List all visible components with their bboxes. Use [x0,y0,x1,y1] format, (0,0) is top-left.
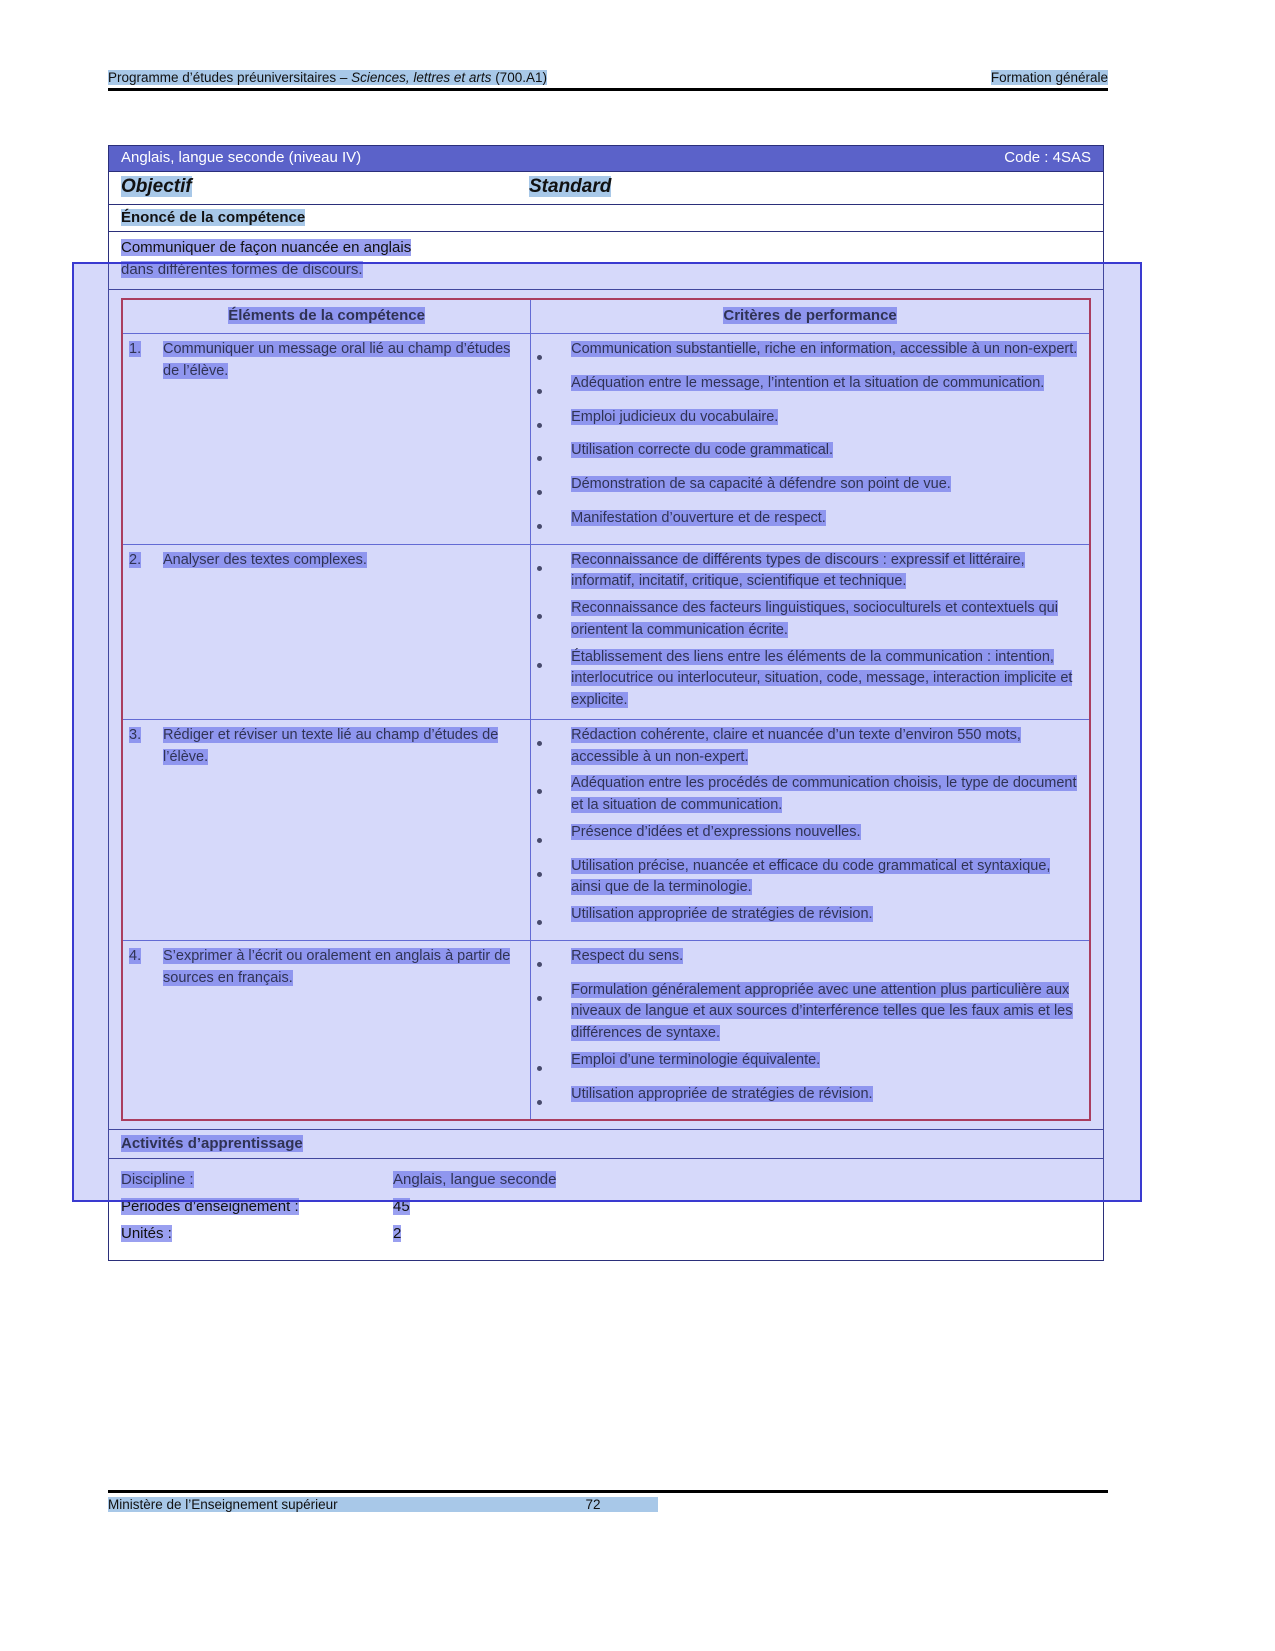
list-item [537,1084,1083,1113]
bullet-icon [537,856,571,900]
bullet-icon [537,822,571,851]
activity-periods-row [121,1194,1091,1221]
list-item [537,373,1083,402]
bullet-icon [537,946,571,975]
element-number: 4. [129,947,142,964]
bullet-icon [537,550,571,594]
list-item [537,474,1083,503]
objective-label: Objectif [121,176,192,197]
criterion-text: Utilisation appropriée de stratégies de révision. [571,906,873,922]
criterion-text: Utilisation précise, nuancée et efficace du code grammatical et syntaxique, ainsi que de la terminologie. [571,857,1051,896]
bullet-icon [537,980,571,1045]
footer-page-number: 72 [528,1497,658,1512]
course-code: Code : 4SAS [1004,149,1091,166]
enonce-label: Énoncé de la compétence [121,209,306,226]
criterion-text: Reconnaissance des facteurs linguistiques, socioculturels et contextuels qui orientent la communication écrite. [571,600,1058,638]
criterion-text: Adéquation entre les procédés de communication choisis, le type de document et la situation de communication. [571,775,1077,813]
enonce-line-2: dans différentes formes de discours. [121,260,363,278]
competency-table-header-row [122,299,1090,334]
bullet-icon [537,1084,571,1113]
criteria-cell [531,544,1090,719]
criterion-text: Adéquation entre le message, l’intention et la situation de communication. [571,374,1045,391]
list-item [537,904,1083,933]
bullet-icon [537,598,571,642]
criterion-text: Emploi d’une terminologie équivalente. [571,1051,821,1068]
bullet-icon [537,647,571,712]
element-cell [122,940,531,1120]
activity-units-key: Unités : [121,1225,172,1243]
criterion-text: Utilisation appropriée de stratégies de révision. [571,1085,873,1102]
enonce-label-row [109,205,1103,232]
bullet-icon [537,440,571,469]
criterion-text: Emploi judicieux du vocabulaire. [571,408,779,425]
element-text: Communiquer un message oral lié au champ d’études de l’élève. [163,341,511,379]
element-text: S’exprimer à l’écrit ou oralement en anglais à partir de sources en français. [163,947,511,986]
criterion-text: Manifestation d’ouverture et de respect. [571,509,826,526]
criterion-text: Présence d’idées et d’expressions nouvelles. [571,823,861,840]
activities-label: Activités d’apprentissage [121,1135,303,1153]
bullet-icon [537,474,571,503]
list-item [537,773,1083,817]
objective-standard-header [108,172,1104,204]
criteria-cell [531,940,1090,1120]
page-footer [108,1490,1108,1512]
list-item [537,339,1083,368]
activity-periods-value: 45 [393,1198,410,1216]
criterion-text: Utilisation correcte du code grammatical. [571,442,834,459]
element-number: 2. [129,551,142,568]
footer-ministry: Ministère de l’Enseignement supérieur [108,1497,528,1512]
enonce-line-1: Communiquer de façon nuancée en anglais [121,239,412,256]
bullet-icon [537,508,571,537]
list-item [537,440,1083,469]
criterion-text: Établissement des liens entre les éléments de la communication : intention, interlocutrice ou interlocuteur, situation, code, message, interaction implicite et explicite. [571,648,1073,708]
list-item [537,550,1083,594]
activity-discipline-row [121,1167,1091,1194]
element-cell [122,334,531,545]
list-item [537,725,1083,769]
element-text: Rédiger et réviser un texte lié au champ d’études de l’élève. [163,726,499,765]
element-number: 3. [129,726,142,743]
table-row [122,544,1090,719]
standard-label: Standard [529,176,612,197]
enonce-box [108,204,1104,290]
table-row [122,334,1090,545]
list-item [537,598,1083,642]
table-row [122,940,1090,1120]
page-header-program-italic: Sciences, lettres et arts [351,70,492,85]
page-header [108,70,1108,91]
element-text: Analyser des textes complexes. [163,551,367,568]
list-item [537,647,1083,712]
bullet-icon [537,904,571,933]
list-item [537,508,1083,537]
element-cell [122,719,531,940]
activities-body [108,1159,1104,1261]
list-item [537,946,1083,975]
criterion-text: Respect du sens. [571,947,684,964]
bullet-icon [537,1050,571,1079]
page-header-left [108,70,547,85]
competency-sheet [108,145,1104,1261]
enonce-text [109,232,1103,289]
competency-table-wrapper [108,290,1104,1131]
bullet-icon [537,339,571,368]
activity-discipline-key: Discipline : [121,1171,194,1189]
list-item [537,980,1083,1045]
criterion-text: Rédaction cohérente, claire et nuancée d’un texte d’environ 550 mots, accessible à un non-expert. [571,726,1021,765]
competency-table-body [122,334,1090,1121]
course-title: Anglais, langue seconde (niveau IV) [121,149,362,166]
element-number: 1. [129,341,142,357]
column-header-criteria: Critères de performance [531,299,1090,334]
criteria-cell [531,719,1090,940]
element-cell [122,544,531,719]
criterion-text: Communication substantielle, riche en information, accessible à un non-expert. [571,341,1078,357]
bullet-icon [537,373,571,402]
column-header-elements: Éléments de la compétence [122,299,531,334]
criterion-text: Démonstration de sa capacité à défendre son point de vue. [571,476,951,492]
activities-label-row [108,1130,1104,1159]
competency-table [121,298,1091,1122]
bullet-icon [537,407,571,436]
page-header-program-code: (700.A1) [491,70,547,85]
page-header-right: Formation générale [990,70,1108,85]
activity-periods-key: Périodes d’enseignement : [121,1198,299,1216]
list-item [537,856,1083,900]
activity-units-value: 2 [393,1225,402,1243]
activity-discipline-value: Anglais, langue seconde [393,1171,557,1189]
list-item [537,1050,1083,1079]
page-header-program: Programme d’études préuniversitaires – [108,70,352,85]
table-row [122,719,1090,940]
bullet-icon [537,725,571,769]
criterion-text: Reconnaissance de différents types de discours : expressif et littéraire, informatif, incitatif, critique, scientifique et technique. [571,551,1025,590]
list-item [537,822,1083,851]
list-item [537,407,1083,436]
activity-units-row [121,1221,1091,1248]
criterion-text: Formulation généralement appropriée avec une attention plus particulière aux niveaux de langue et aux sources d’interférence telles que les faux amis et les différences de syntaxe. [571,981,1073,1041]
criteria-cell [531,334,1090,545]
course-title-bar [108,145,1104,172]
bullet-icon [537,773,571,817]
